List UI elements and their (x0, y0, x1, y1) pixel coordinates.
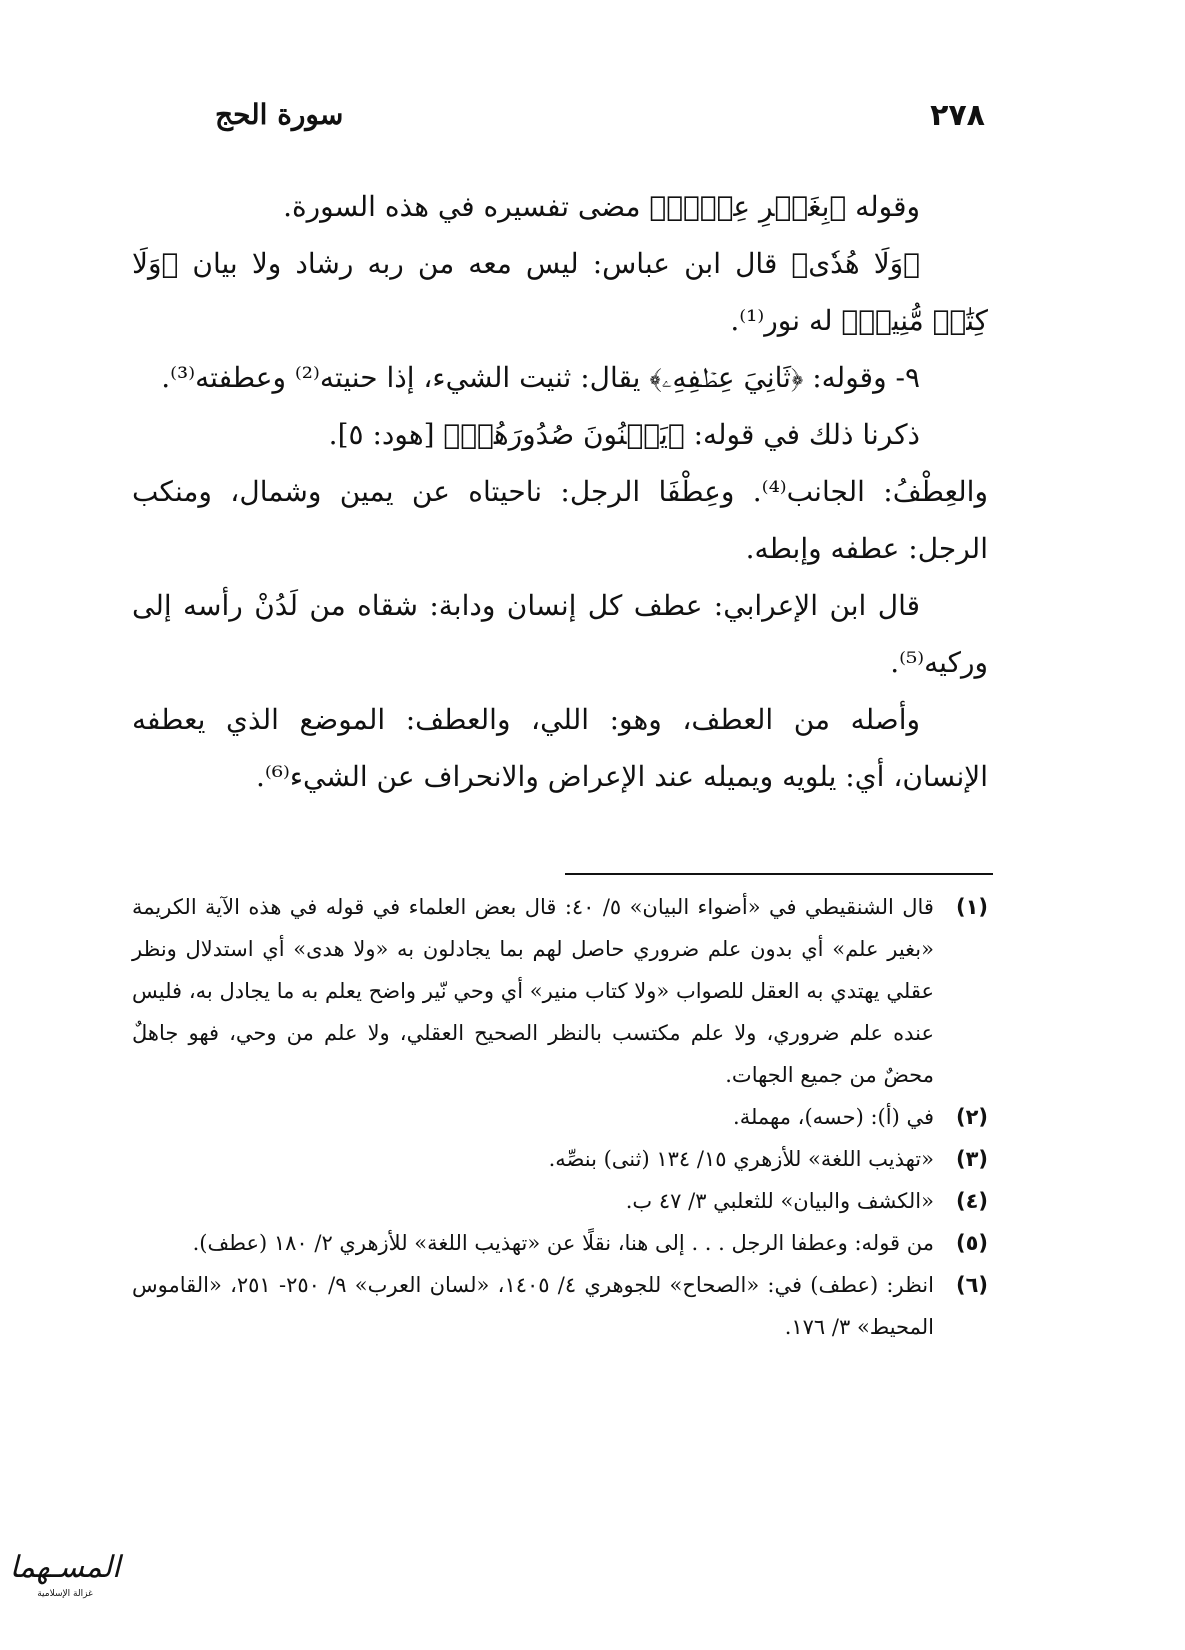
paragraph-1: وقوله ﴿بِغَيۡرِ عِلۡمٖ﴾ مضى تفسيره في هذه السورة. (283, 190, 920, 223)
footnote-text: «تهذيب اللغة» للأزهري ١٥/ ١٣٤ (ثنى) بنصِّه. (548, 1147, 934, 1171)
footnote-text: قال الشنقيطي في «أضواء البيان» ٥/ ٤٠: قال بعض العلماء في قوله في هذه الآية الكريمة «بغير علم» أي بدون علم ضروري حاصل لهم بما يجادلون به «ولا هدى» أي استدلال ونظر عقلي يهتدي به العقل للصواب «ولا كتاب منير» أي وحي نّير واضح يعلم به ما يجادل به، فليس عنده علم ضروري، ولا علم مكتسب بالنظر الصحيح العقلي، ولا علم من وحي، فهو جاهلٌ محضٌ من جميع الجهات. (132, 895, 934, 1087)
footnotes (132, 886, 988, 1348)
surah-title: سورة الحج (215, 98, 344, 131)
paragraph-5: والعِطْفُ: الجانب⁽⁴⁾. وعِطْفَا الرجل: ناحيتاه عن يمين وشمال، ومنكب الرجل: عطفه وإبطه. (132, 475, 988, 565)
footnote-separator (565, 873, 993, 875)
footnote-5 (132, 1222, 988, 1264)
footnote-4 (132, 1180, 988, 1222)
paragraph-7: وأصله من العطف، وهو: اللي، والعطف: الموضع الذي يعطفه الإنسان، أي: يلويه ويميله عند الإعراض والانحراف عن الشيء⁽⁶⁾. (132, 703, 988, 793)
stamp-title: المسـهما (9, 1550, 121, 1585)
paragraph-2: ﴿وَلَا هُدٗى﴾ قال ابن عباس: ليس معه من ربه رشاد ولا بيان ﴿وَلَا كِتَٰبٖ مُّنِيرٖ﴾ له نور⁽¹⁾. (132, 247, 988, 337)
footnote-text: انظر: (عطف) في: «الصحاح» للجوهري ٤/ ١٤٠٥، «لسان العرب» ٩/ ٢٥٠- ٢٥١، «القاموس المحيط» ٣/ ١٧٦. (132, 1273, 934, 1339)
footnote-number: (٢) (955, 1105, 988, 1129)
library-stamp-logo (6, 1548, 124, 1614)
footnote-2 (132, 1096, 988, 1138)
footnote-number: (٦) (955, 1273, 988, 1297)
footnote-number: (١) (955, 895, 988, 919)
footnote-1 (132, 886, 988, 1096)
footnote-number: (٤) (955, 1189, 988, 1213)
footnote-number: (٥) (955, 1231, 988, 1255)
paragraph-6: قال ابن الإعرابي: عطف كل إنسان ودابة: شقاه من لَدُنْ رأسه إلى وركيه⁽⁵⁾. (132, 589, 988, 679)
footnote-3 (132, 1138, 988, 1180)
footnote-number: (٣) (955, 1147, 988, 1171)
paragraph-4: ذكرنا ذلك في قوله: ﴿يَثۡنُونَ صُدُورَهُمۡ﴾ [هود: ٥]. (328, 418, 920, 451)
paragraph-3: ٩- وقوله: ﴿ثَانِيَ عِطۡفِهِۦ﴾ يقال: ثنيت الشيء، إذا حنيته⁽²⁾ وعطفته⁽³⁾. (161, 361, 920, 394)
main-text (132, 178, 988, 805)
page-header (215, 98, 985, 148)
footnote-6 (132, 1264, 988, 1348)
page-number: ٢٧٨ (930, 98, 985, 133)
footnote-text: «الكشف والبيان» للثعلبي ٣/ ٤٧ ب. (625, 1189, 934, 1213)
footnote-text: في (أ): (حسه)، مهملة. (733, 1105, 934, 1129)
stamp-subtitle: غزالة الإسلامية (37, 1589, 93, 1599)
footnote-text: من قوله: وعطفا الرجل . . . إلى هنا، نقلًا عن «تهذيب اللغة» للأزهري ٢/ ١٨٠ (عطف). (192, 1231, 934, 1255)
